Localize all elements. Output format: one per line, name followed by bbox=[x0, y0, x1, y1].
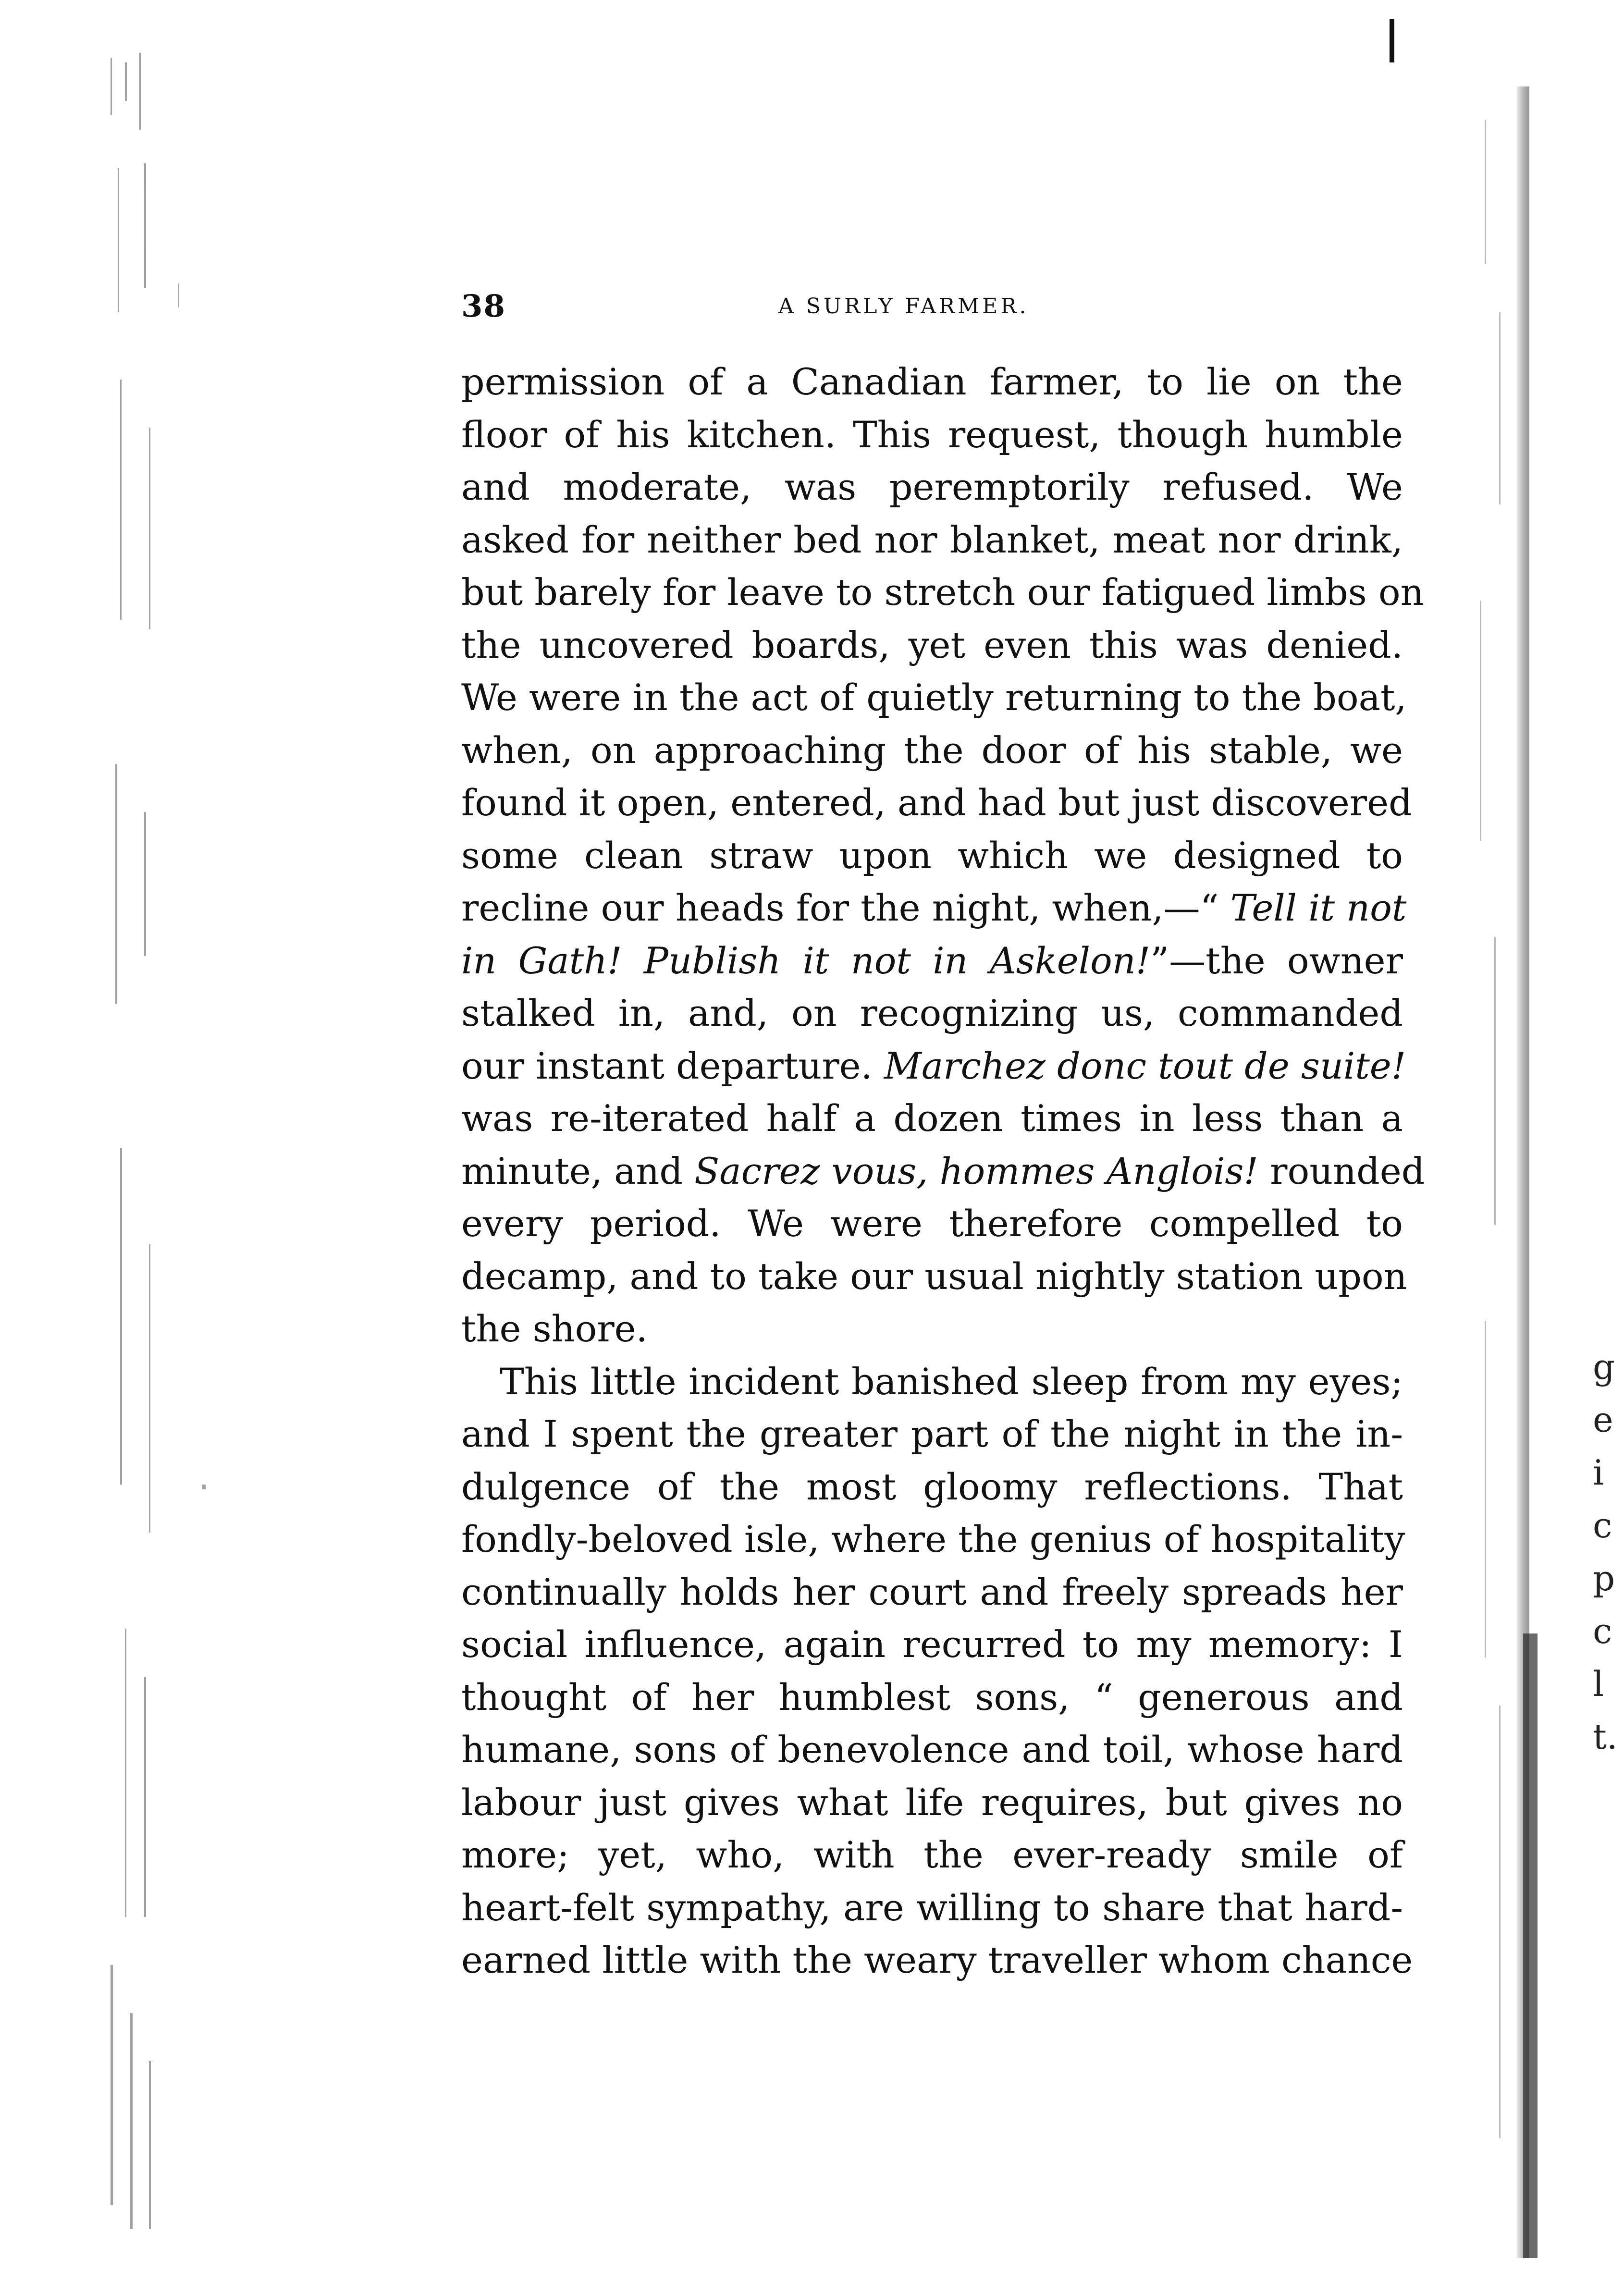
text-line: but barely for leave to stretch our fatigued limbs on bbox=[461, 571, 1424, 614]
fragment-letter: c bbox=[1593, 1505, 1612, 1546]
text-line: permission of a Canadian farmer, to lie on the bbox=[461, 360, 1403, 403]
text-segment: minute, and bbox=[461, 1149, 683, 1192]
scan-gutter-left bbox=[72, 43, 216, 2253]
scan-mark bbox=[1390, 19, 1394, 62]
text-segment: recline our heads for the night, when,—“ bbox=[461, 886, 1219, 929]
fragment-letter: p bbox=[1593, 1558, 1615, 1598]
fragment-letter: i bbox=[1593, 1452, 1604, 1493]
facing-page-fragments bbox=[1593, 1340, 1622, 1763]
text-line: earned little with the weary traveller whom chance bbox=[461, 1939, 1413, 1981]
text-line: floor of his kitchen. This request, though humble bbox=[461, 413, 1403, 456]
text-line: asked for neither bed nor blanket, meat nor drink, bbox=[461, 518, 1403, 561]
text-line: and I spent the greater part of the night in the in- bbox=[461, 1412, 1403, 1455]
text-segment: our instant departure. bbox=[461, 1044, 873, 1087]
text-line: dulgence of the most gloomy reflections. That bbox=[461, 1465, 1403, 1508]
text-line bbox=[461, 1040, 1406, 1093]
text-line: some clean straw upon which we designed to bbox=[461, 834, 1403, 877]
text-line: found it open, entered, and had but just discovered bbox=[461, 781, 1412, 824]
text-line: social influence, again recurred to my memory: I bbox=[461, 1623, 1403, 1666]
page-number: 38 bbox=[461, 288, 506, 324]
page-header bbox=[461, 288, 1393, 332]
text-line: the shore. bbox=[461, 1307, 648, 1350]
text-line: was re-iterated half a dozen times in less than a bbox=[461, 1097, 1403, 1140]
text-line: stalked in, and, on recognizing us, commanded bbox=[461, 992, 1403, 1034]
text-line: continually holds her court and freely spreads her bbox=[461, 1570, 1403, 1613]
scan-gutter-right bbox=[1451, 72, 1614, 2282]
text-line: heart-felt sympathy, are willing to share that hard- bbox=[461, 1886, 1403, 1929]
fragment-letter: l bbox=[1593, 1664, 1604, 1704]
text-line: and moderate, was peremptorily refused. We bbox=[461, 466, 1403, 508]
text-line: This little incident banished sleep from my eyes; bbox=[500, 1360, 1403, 1403]
fragment-letter: t. bbox=[1593, 1717, 1618, 1757]
body-text bbox=[461, 356, 1425, 1987]
fragment-letter: c bbox=[1593, 1611, 1612, 1651]
text-line bbox=[461, 934, 1403, 987]
fragment-letter: g bbox=[1593, 1347, 1615, 1387]
italic-quote: Tell it not bbox=[1230, 886, 1407, 929]
text-line: every period. We were therefore compelled to bbox=[461, 1202, 1403, 1245]
text-line: fondly-beloved isle, where the genius of hospitality bbox=[461, 1518, 1405, 1560]
text-line: We were in the act of quietly returning to the boat, bbox=[461, 676, 1407, 719]
text-segment: ”—the owner bbox=[1150, 939, 1403, 982]
text-line: labour just gives what life requires, but gives no bbox=[461, 1781, 1403, 1824]
text-line: humane, sons of benevolence and toil, whose hard bbox=[461, 1728, 1403, 1771]
fragment-letter: e bbox=[1593, 1400, 1613, 1440]
text-line: decamp, and to take our usual nightly station upon bbox=[461, 1254, 1407, 1298]
text-segment: rounded bbox=[1270, 1149, 1425, 1192]
italic-french: Marchez donc tout de suite! bbox=[884, 1044, 1406, 1087]
text-line: when, on approaching the door of his stable, we bbox=[461, 728, 1403, 772]
running-head: A SURLY FARMER. bbox=[778, 294, 1029, 319]
text-line bbox=[461, 1145, 1425, 1198]
italic-french: Sacrez vous, hommes Anglois! bbox=[694, 1149, 1258, 1192]
italic-quote: in Gath! Publish it not in Askelon! bbox=[461, 939, 1151, 982]
text-line: the uncovered boards, yet even this was denied. bbox=[461, 623, 1403, 666]
text-line: thought of her humblest sons, “ generous and bbox=[461, 1675, 1403, 1719]
text-line bbox=[461, 882, 1407, 934]
text-line: more; yet, who, with the ever-ready smile of bbox=[461, 1833, 1403, 1876]
